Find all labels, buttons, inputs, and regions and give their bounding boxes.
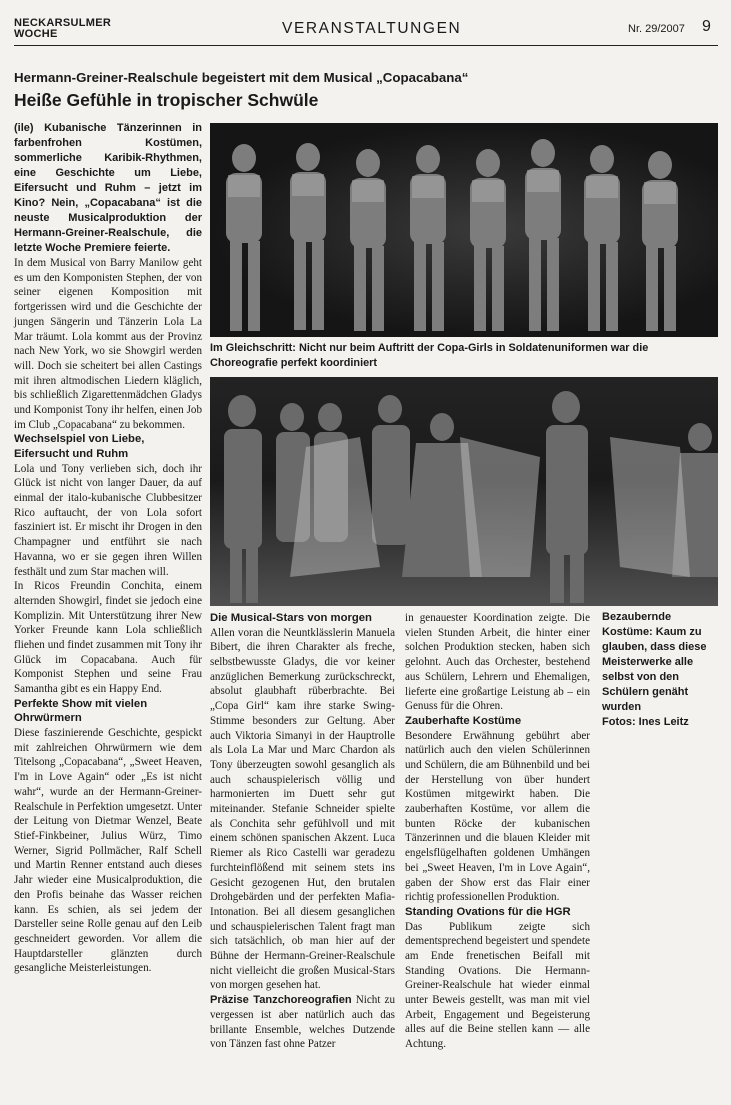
article-paragraph: Das Publikum zeigte sich dementsprechend begeistert und spendete am Ende frenetischen Beifall mit Standing Ovations. Die Hermann-Greiner-Realschule hat wieder einmal unter Beweis gestellt, was man mit viel Arbeit, Engagement und Begeisterung alles auf die Beine stellen kann — alle Achtung. (405, 920, 590, 1051)
article-column-2 (210, 611, 395, 1052)
photo-musical-stars (210, 377, 718, 606)
article-subheading: Zauberhafte Kostüme (405, 714, 522, 727)
article-subheading: Perfekte Show mit vielen Ohrwürmern (14, 697, 148, 725)
article-paragraph: Besondere Erwähnung gebührt aber natürlich auch den vielen Schülerinnen und Schülern, die am Bühnenbild und bei der Herstellung von über hundert Kostümen mitgewirkt haben. Die zauberhaften Kostüme, vor allem die bunten Röcke der kubanischen Tänzerinnen und die blauen Kleider mit engelsflügelhaften goldenen Umhängen bei „Sweet Heaven, I'm in Love Again“, gaben der Show erst das Flair einer richtig professionellen Produktion. (405, 729, 590, 904)
article-column-1 (14, 121, 202, 976)
article-paragraph: Nicht zu vergessen ist aber natürlich auch das brillante Ensemble, welches Dutzende von Tänzen fast ohne Patzer (210, 994, 395, 1051)
masthead-rule (14, 45, 718, 46)
section-title: VERANSTALTUNGEN (282, 20, 462, 37)
article-paragraph: Lola und Tony verlieben sich, doch ihr Glück ist nicht von langer Dauer, da auf einmal der italo-kubanische Clubbesitzer Rico auftaucht, der von Lola sofort fasziniert ist. Er mischt ihr Drogen in den Champagner und entführt sie nach Havanna, wo er sie gegen ihren Willen festhält und zum Star machen will. (14, 462, 202, 578)
dancers-silhouette-graphic (210, 123, 718, 337)
photo-caption-2: Bezaubernde Kostüme: Kaum zu glauben, dass diese Meisterwerke alle selbst von den Schülern genäht wurden (602, 611, 707, 713)
article-inline-subheading: Präzise Tanzchoreografien (210, 994, 352, 1007)
article-subheading: Standing Ovations für die HGR (405, 905, 571, 918)
issue-number: Nr. 29/2007 (628, 23, 685, 35)
article-paragraph: In dem Musical von Barry Manilow geht es um den Komponisten Stephen, der von seiner eigenen Komposition mit fortgerissen wird und die Geschichte der jungen Sängerin und Tänzerin Lola La Mar träumt. Lola kommt aus der Provinz nach New York, wo sie Showgirl werden will. Doch sie scheitert bei allen Castings mit ihren altmodischen Liedern kläglich, bis schließlich Zigarettenmädchen Gladys und Komponist Tony ihr helfen, einen Job im Club „Copacabana“ zu bekommen. (14, 257, 202, 431)
publication-name-line1: NECKARSULMER (14, 17, 112, 29)
article-column-3 (405, 611, 590, 1052)
photo-copa-girls-uniforms (210, 123, 718, 337)
article-subheading: Die Musical-Stars von morgen (210, 612, 372, 624)
publication-name (14, 18, 111, 40)
page-number: 9 (702, 18, 711, 35)
photo-caption-2-column (602, 610, 718, 730)
article-paragraph: Allen voran die Neuntklässlerin Manuela Bibert, die ihren Charakter als freche, selbstbewusste Gladys, die vor keiner anzüglichen Bemerkung zurückschreckt, absolut glaubhaft rüberbrachte. Bei „Copa Girl“ kam ihre starke Swing-Stimme besonders zur Geltung. Aber auch Viktoria Simanyi in der Hauptrolle als Lola La Mar und Marc Chardon als Tony überzeugten sowohl gesanglich als auch schauspielerisch völlig und harmonierten im Duett sehr gut miteinander. Stefanie Schneider spielte als Conchita sehr gefühlvoll und mit einem schönen spanischen Akzent. Luca Riemer als Rico Castelli war geradezu furchteinflößend mit seinem stets ins Gesicht gezogenen Hut, den brutalen Drohgebärden und der perfekten Mafia-Intonation. Bei all diesem gesanglichen und schauspielerischen Talent fragt man sich tatsächlich, ob man hier auf der Bühne der Hermann-Greiner-Realschule nicht vielleicht die großen Musical-Stars von morgen gesehen hat. (210, 626, 395, 992)
photo-credit: Fotos: Ines Leitz (602, 716, 689, 728)
article-kicker: Hermann-Greiner-Realschule begeistert mit dem Musical „Copacabana“ (14, 70, 469, 85)
article-paragraph: in genauester Koordination zeigte. Die vielen Stunden Arbeit, die hinter einer solchen Produktion stecken, haben sich gelohnt. Auch das Orchester, bestehend aus Schülern, Lehrern und Ehemaligen, lieferte eine großartige Leistung ab – ein Genuss für die Ohren. (405, 612, 590, 713)
article-lead: (ile) Kubanische Tänzerinnen in farbenfrohen Kostümen, sommerliche Karibik-Rhythmen, eine Geschichte um Liebe, Eifersucht und Ruhm – jetzt im Kino? Nein, „Copacabana“ ist die neuste Musicalproduktion der Hermann-Greiner-Realschule, die letzte Woche Premiere feierte. (14, 122, 202, 254)
article-paragraph: In Ricos Freundin Conchita, einem alternden Showgirl, findet sie jedoch eine Komplizin. Mit Unterstützung ihrer New Yorker Freunde kann Lola schließlich fliehen und findet zusammen mit Tony ihr Glück im Copacabana. Auch für Komponist Stephen und seine Frau Samantha gibt es ein Happy End. (14, 580, 202, 696)
stage-scene-graphic (210, 377, 718, 606)
publication-name-line2: WOCHE (14, 28, 58, 40)
article-paragraph: Diese faszinierende Geschichte, gespickt mit zahlreichen Ohrwürmern wie dem Titelsong „Copacabana“, „Sweet Heaven, I'm in Love Again“ oder „Es ist nicht wahr“, wurde an der Hermann-Greiner-Realschule in Perfektion umgesetzt. Unter der Leitung von Dietmar Wenzel, Beate Stief-Finkbeiner, Julius Würz, Timo Werner, Sigrid Pollmächer, Ralf Schell und Martin Renner entstand auch dieses Jahr wieder eine Musicalproduktion, die den Profis beinahe das Wasser reichen kann. Es schien, als sei jedem der Darsteller seine Rolle genau auf den Leib geschneidert geworden. Vor allem die Hauptdarsteller glänzten durch gesangliche Meisterleistungen. (14, 727, 202, 975)
masthead (14, 12, 718, 48)
article-headline: Heiße Gefühle in tropischer Schwüle (14, 90, 319, 110)
article-subheading: Wechselspiel von Liebe, Eifersucht und Ruhm (14, 433, 145, 461)
photo-caption-1: Im Gleichschritt: Nicht nur beim Auftritt der Copa-Girls in Soldatenuniformen war die Choreografie perfekt koordiniert (210, 342, 649, 369)
